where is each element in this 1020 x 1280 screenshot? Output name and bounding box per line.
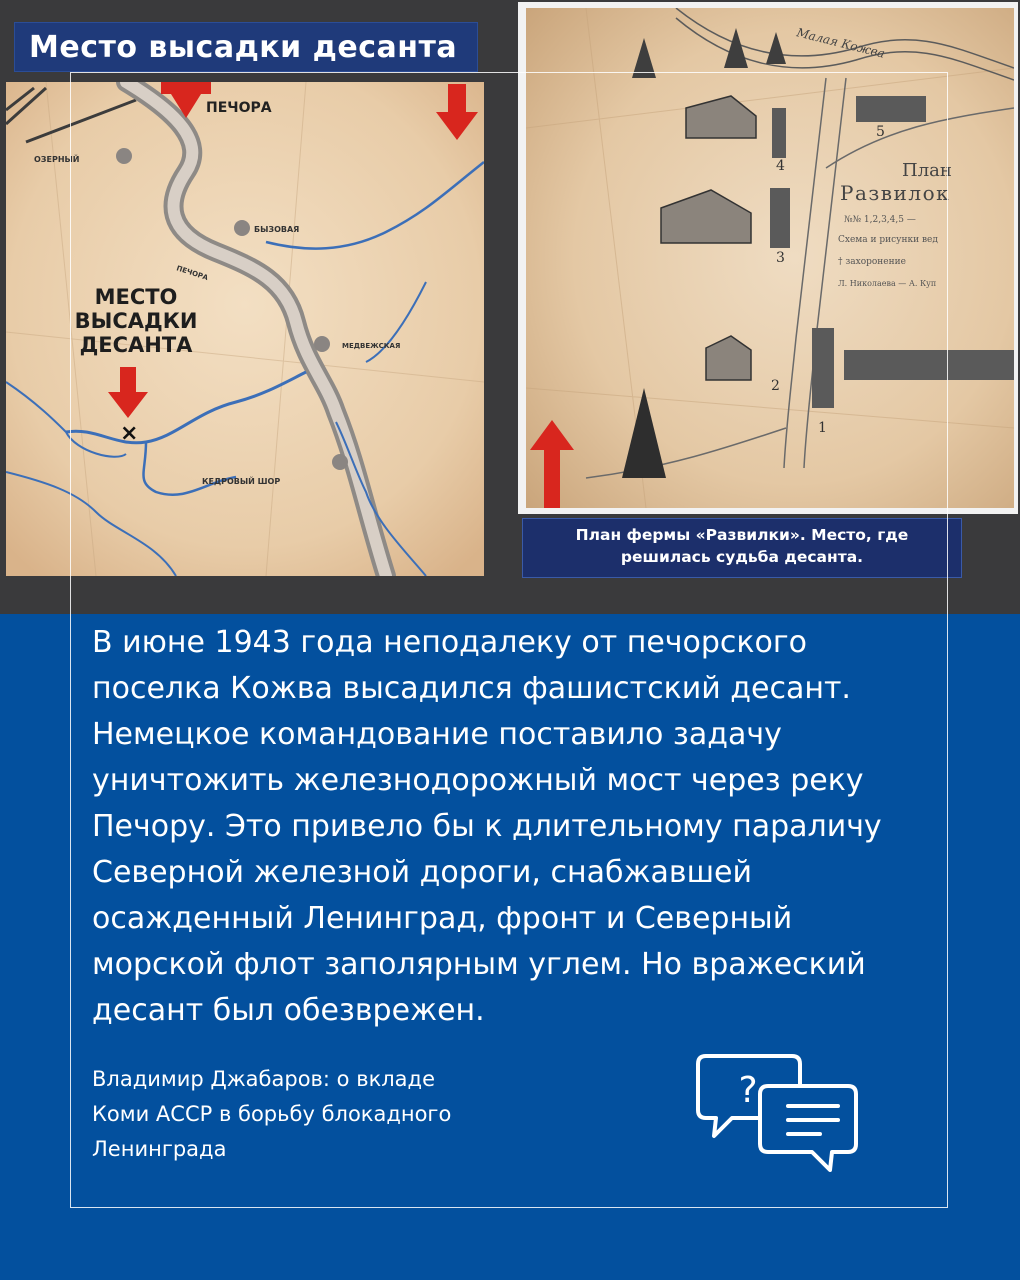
plan-number-4: 4 — [776, 158, 785, 174]
article-line: Северной железной дороги, снабжавшей — [92, 855, 752, 890]
village-byzovaya — [234, 220, 250, 236]
source-attribution — [92, 1062, 572, 1167]
label-medvezhya: МЕДВЕЖСКАЯ — [342, 342, 401, 350]
plan-number-2: 2 — [771, 378, 780, 394]
landing-map — [6, 82, 484, 576]
village-medvezhya — [314, 336, 330, 352]
article-line: Немецкое командование поставило задачу — [92, 717, 782, 752]
article-line: Печору. Это привело бы к длительному параличу — [92, 809, 882, 844]
article-line: десант был обезврежен. — [92, 993, 485, 1028]
farm-plan-caption — [522, 518, 962, 578]
map-title-text: Место высадки десанта — [29, 29, 458, 65]
article-line: уничтожить железнодорожный мост через реку — [92, 763, 864, 798]
plan-note-1: №№ 1,2,3,4,5 — — [844, 215, 916, 225]
plan-title-1: План — [902, 160, 952, 181]
caption-line: решилась судьба десанта. — [620, 547, 864, 566]
plan-note-2: Схема и рисунки вед — [838, 235, 938, 245]
label-pechora-top: ПЕЧОРА — [206, 100, 272, 116]
village-kedrovy — [332, 454, 348, 470]
label-landing-2: ВЫСАДКИ — [74, 309, 198, 333]
plan-number-3: 3 — [776, 250, 785, 266]
article-line: В июне 1943 года неподалеку от печорского — [92, 625, 807, 660]
chat-question-icon — [692, 1050, 862, 1180]
plan-note-3: † захоронение — [838, 257, 906, 267]
farm-plan-map — [526, 8, 1014, 508]
source-line: Ленинграда — [92, 1137, 227, 1161]
plan-note-4: Л. Николаева — А. Куп — [838, 279, 937, 288]
source-line: Коми АССР в борьбу блокадного — [92, 1102, 452, 1126]
river-name: Малая Кожва — [795, 25, 887, 61]
label-landing-1: МЕСТО — [94, 285, 178, 309]
caption-line: План фермы «Развилки». Место, где — [575, 526, 909, 544]
article-line: морской флот заполярным углем. Но вражеский — [92, 947, 866, 982]
plan-number-1: 1 — [818, 420, 827, 436]
map-title — [14, 22, 478, 72]
source-line: Владимир Джабаров: о вкладе — [92, 1067, 435, 1091]
plan-title-2: Развилок — [840, 181, 951, 205]
question-mark: ? — [738, 1070, 758, 1111]
landing-cross-icon: × — [120, 421, 139, 446]
village-ozerny — [116, 148, 132, 164]
article-line: осажденный Ленинград, фронт и Северный — [92, 901, 793, 936]
label-kedrovy: КЕДРОВЫЙ ШОР — [202, 477, 281, 486]
label-pechora-river: ПЕЧОРА — [175, 264, 210, 283]
article-line: поселка Кожва высадился фашистский десант. — [92, 671, 851, 706]
label-byzovaya: БЫЗОВАЯ — [254, 225, 300, 234]
label-landing-3: ДЕСАНТА — [79, 333, 193, 357]
article-text — [92, 620, 942, 1034]
label-ozerny: ОЗЕРНЫЙ — [34, 155, 80, 164]
plan-number-5: 5 — [876, 124, 885, 140]
